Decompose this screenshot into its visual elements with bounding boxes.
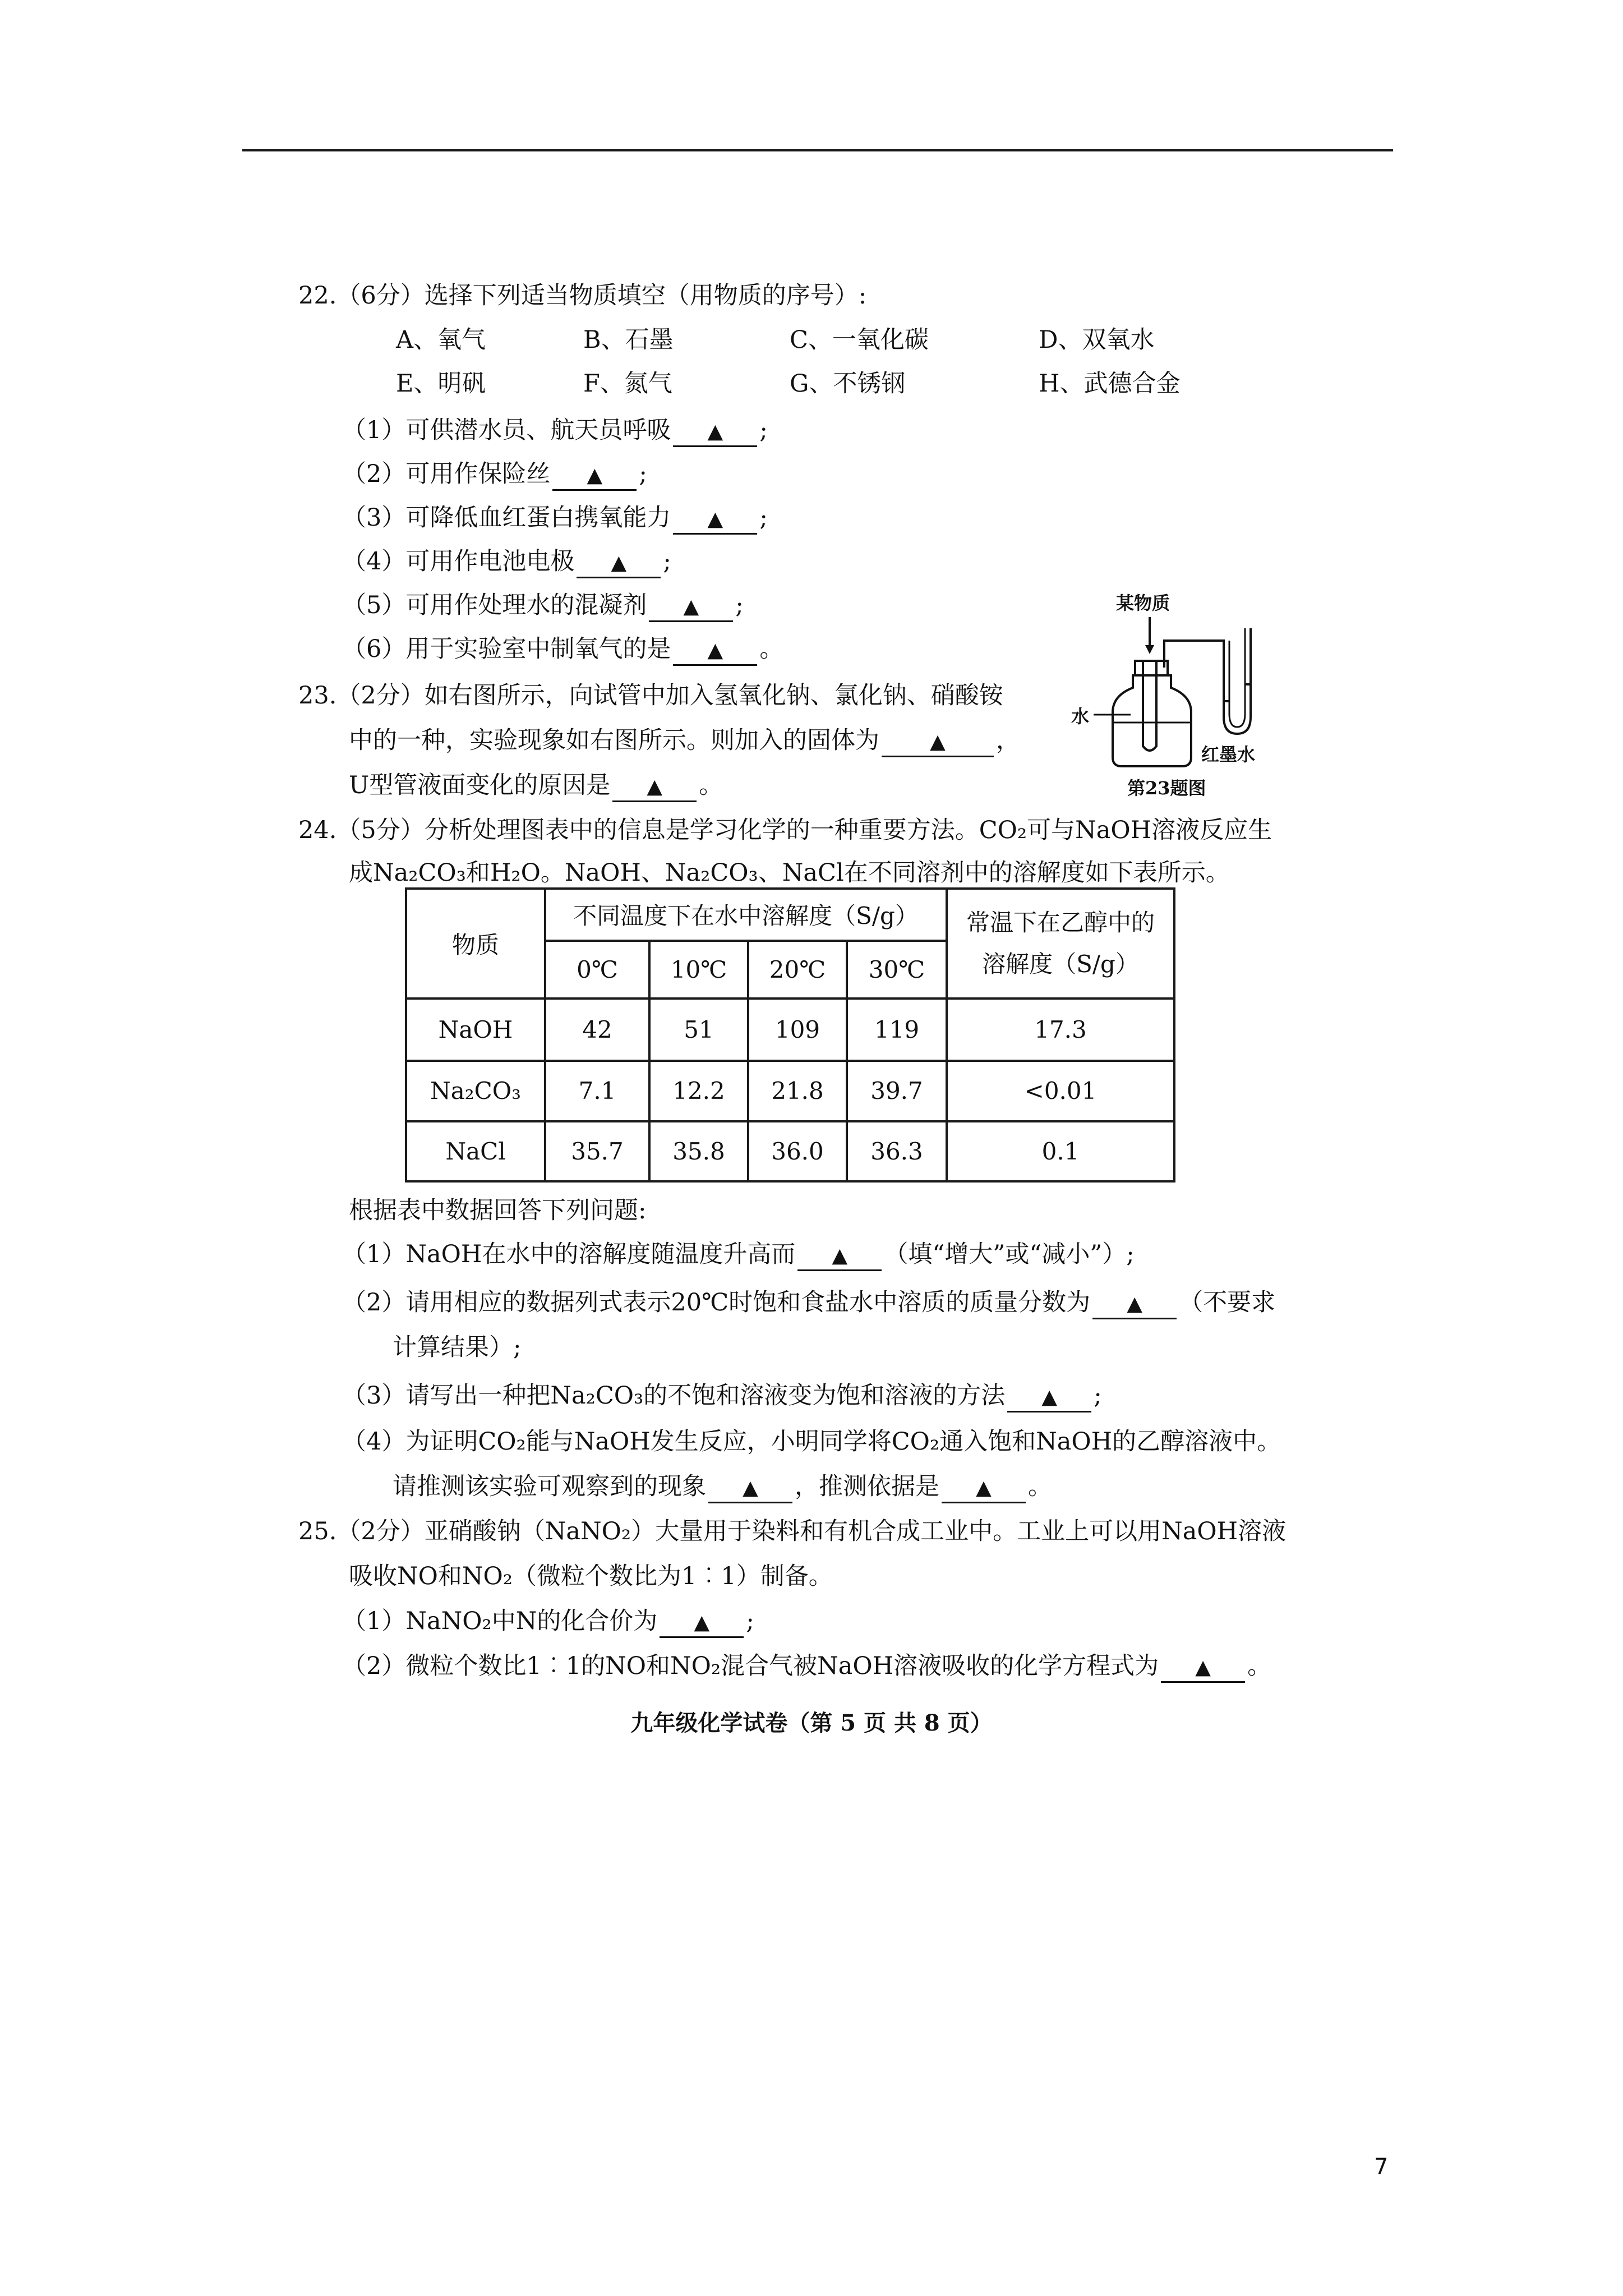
solubility-table <box>405 887 1175 1182</box>
cell-value: 36.3 <box>847 1121 947 1181</box>
q25-line-1: 25.（2分）亚硝酸钠（NaNO₂）大量用于染料和有机合成工业中。工业上可以用NaOH溶液 <box>298 1517 1287 1545</box>
triangle-icon: ▲ <box>743 1476 758 1499</box>
answer-blank[interactable] <box>673 504 757 535</box>
q24-sub-4: （4）为证明CO₂能与NaOH发生反应，小明同学将CO₂通入饱和NaOH的乙醇溶液中。 <box>342 1428 1281 1456</box>
header-temp: 30℃ <box>847 941 947 999</box>
answer-blank[interactable] <box>797 1241 882 1271</box>
cell-value: 119 <box>847 999 947 1061</box>
answer-blank[interactable] <box>673 636 757 666</box>
q22-heading: 22.（6分）选择下列适当物质填空（用物质的序号）: <box>298 282 867 310</box>
answer-blank[interactable] <box>708 1473 792 1503</box>
page-footer: 九年级化学试卷（第 5 页 共 8 页） <box>630 1710 993 1736</box>
q24-intro: 根据表中数据回答下列问题: <box>349 1197 647 1225</box>
triangle-icon: ▲ <box>1195 1656 1211 1679</box>
cell-ethanol: <0.01 <box>947 1061 1174 1121</box>
cell-ethanol: 17.3 <box>947 999 1174 1061</box>
q25-sub-1: （1）NaNO₂中N的化合价为 ▲ ; <box>342 1604 754 1638</box>
q24-sub-1: （1）NaOH在水中的溶解度随温度升高而 ▲ （填“增大”或“减小”）; <box>342 1237 1135 1271</box>
answer-blank[interactable] <box>577 548 661 578</box>
q24-line-1: 24.（5分）分析处理图表中的信息是学习化学的一种重要方法。CO₂可与NaOH溶液反应生 <box>298 816 1272 844</box>
q23-line-3: U型管液面变化的原因是 ▲ 。 <box>349 769 723 802</box>
cell-substance: NaOH <box>406 999 545 1061</box>
q22-item-6: （6）用于实验室中制氧气的是 ▲ 。 <box>342 632 783 666</box>
cell-substance: NaCl <box>406 1121 545 1181</box>
figure-caption: 第23题图 <box>1127 777 1206 799</box>
q25-sub-2: （2）微粒个数比1︰1的NO和NO₂混合气被NaOH溶液吸收的化学方程式为 ▲ 。 <box>342 1649 1271 1683</box>
header-water-solubility: 不同温度下在水中溶解度（S/g） <box>545 889 947 941</box>
cell-value: 36.0 <box>748 1121 847 1181</box>
table-row <box>406 999 1174 1061</box>
q24-sub-4-cont: 请推测该实验可观察到的现象 ▲ ，推测依据是 ▲ 。 <box>393 1470 1052 1503</box>
answer-blank[interactable] <box>942 1473 1026 1503</box>
q22-item-4: （4）可用作电池电极 ▲ ; <box>342 545 671 578</box>
answer-blank[interactable] <box>1007 1382 1091 1412</box>
q24-sub-2-cont: 计算结果）; <box>393 1333 522 1361</box>
triangle-icon: ▲ <box>587 464 603 487</box>
answer-blank[interactable] <box>552 461 637 491</box>
q22-item-3: （3）可降低血红蛋白携氧能力 ▲ ; <box>342 501 768 535</box>
table-row <box>406 1121 1174 1181</box>
answer-blank[interactable] <box>882 727 994 757</box>
cell-value: 109 <box>748 999 847 1061</box>
cell-substance: Na₂CO₃ <box>406 1061 545 1121</box>
answer-blank[interactable] <box>660 1608 744 1638</box>
q22-option: B、石墨 <box>583 326 674 354</box>
figure-label-substance: 某物质 <box>1116 592 1170 614</box>
cell-value: 21.8 <box>748 1061 847 1121</box>
cell-value: 35.8 <box>649 1121 748 1181</box>
triangle-icon: ▲ <box>611 551 627 574</box>
answer-blank[interactable] <box>1161 1653 1245 1683</box>
q23-line-2: 中的一种，实验现象如右图所示。则加入的固体为 ▲ ， <box>349 724 1020 757</box>
q22-option: C、一氧化碳 <box>790 326 929 354</box>
q22-item-2: （2）可用作保险丝 ▲ ; <box>342 457 647 491</box>
q23-line-1: 23.（2分）如右图所示，向试管中加入氢氧化钠、氯化钠、硝酸铵 <box>298 682 1003 710</box>
cell-ethanol: 0.1 <box>947 1121 1174 1181</box>
q22-option: F、氮气 <box>583 370 672 398</box>
answer-blank[interactable] <box>649 592 733 622</box>
q24-sub-3: （3）请写出一种把Na₂CO₃的不饱和溶液变为饱和溶液的方法 ▲ ; <box>342 1379 1102 1412</box>
q25-line-2: 吸收NO和NO₂（微粒个数比为1︰1）制备。 <box>349 1562 833 1590</box>
cell-value: 42 <box>545 999 649 1061</box>
triangle-icon: ▲ <box>1041 1386 1058 1409</box>
q23-apparatus-figure <box>1071 589 1290 799</box>
cell-value: 35.7 <box>545 1121 649 1181</box>
triangle-icon: ▲ <box>930 730 946 753</box>
cell-value: 7.1 <box>545 1061 649 1121</box>
table-header-row <box>406 889 1174 941</box>
answer-blank[interactable] <box>673 417 757 447</box>
q24-sub-2: （2）请用相应的数据列式表示20℃时饱和食盐水中溶质的质量分数为 ▲ （不要求 <box>342 1286 1275 1319</box>
cell-value: 51 <box>649 999 748 1061</box>
header-substance: 物质 <box>406 889 545 999</box>
apparatus-diagram <box>1077 589 1290 797</box>
triangle-icon: ▲ <box>683 595 699 618</box>
cell-value: 12.2 <box>649 1061 748 1121</box>
triangle-icon: ▲ <box>647 775 663 798</box>
figure-label-water: 水 <box>1071 706 1090 727</box>
header-temp: 0℃ <box>545 941 649 999</box>
cell-value: 39.7 <box>847 1061 947 1121</box>
figure-label-red-ink: 红墨水 <box>1201 744 1256 765</box>
q22-option: D、双氧水 <box>1039 326 1155 354</box>
table-row <box>406 1061 1174 1121</box>
q22-option: E、明矾 <box>396 370 486 398</box>
q22-item-5: （5）可用作处理水的混凝剂 ▲ ; <box>342 588 744 622</box>
q22-item-1: （1）可供潜水员、航天员呼吸 ▲ ; <box>342 413 768 447</box>
q24-line-2: 成Na₂CO₃和H₂O。NaOH、Na₂CO₃、NaCl在不同溶剂中的溶解度如下表所示。 <box>349 859 1230 887</box>
triangle-icon: ▲ <box>976 1476 992 1499</box>
triangle-icon: ▲ <box>694 1611 710 1634</box>
header-ethanol-solubility: 常温下在乙醇中的溶解度（S/g） <box>947 889 1174 999</box>
header-temp: 10℃ <box>649 941 748 999</box>
triangle-icon: ▲ <box>707 508 723 531</box>
page-number: 7 <box>1374 2154 1389 2180</box>
triangle-icon: ▲ <box>832 1244 848 1267</box>
header-rule <box>242 149 1393 151</box>
answer-blank[interactable] <box>612 772 697 802</box>
q22-option: A、氧气 <box>396 326 486 354</box>
header-temp: 20℃ <box>748 941 847 999</box>
q22-option: H、武德合金 <box>1039 370 1181 398</box>
triangle-icon: ▲ <box>707 420 723 443</box>
q22-option: G、不锈钢 <box>790 370 906 398</box>
triangle-icon: ▲ <box>1127 1292 1143 1315</box>
triangle-icon: ▲ <box>707 639 723 662</box>
answer-blank[interactable] <box>1092 1289 1177 1319</box>
